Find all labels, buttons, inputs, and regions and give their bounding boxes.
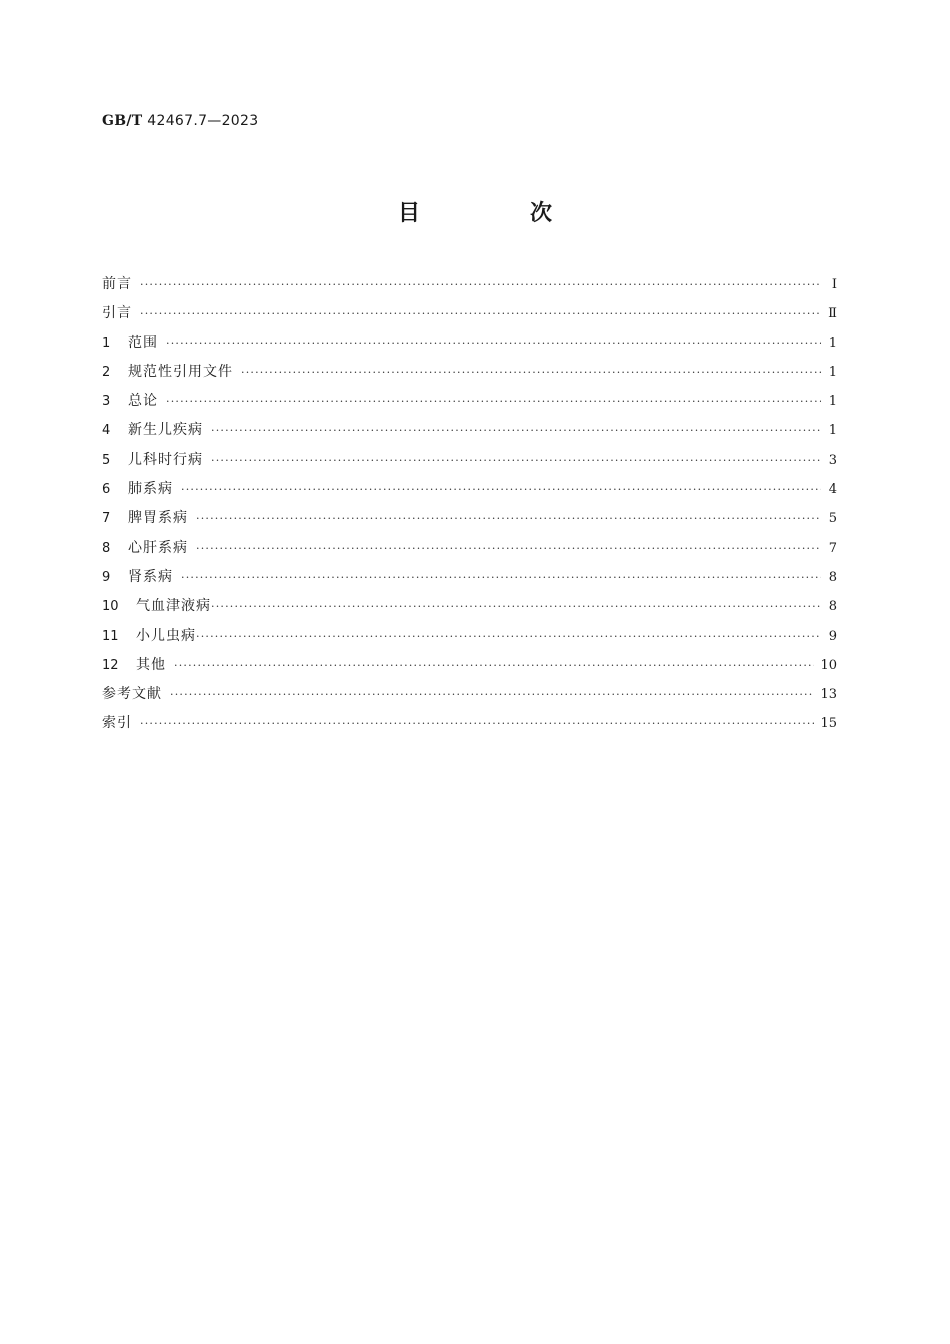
toc-entry-number: 4 <box>102 423 111 439</box>
toc-entry-1[interactable] <box>102 331 837 360</box>
toc-entry-8[interactable] <box>102 536 837 565</box>
toc-leader-dots <box>140 302 821 326</box>
toc-entry-10[interactable] <box>102 594 837 623</box>
toc-entry-label: 儿科时行病 <box>128 451 203 468</box>
toc-leader-dots <box>211 419 821 443</box>
toc-entry-page: 10 <box>820 657 837 673</box>
toc-entry-label: 前言 <box>102 276 132 292</box>
toc-entry-number: 12 <box>102 657 119 673</box>
toc-entry-3[interactable] <box>102 389 837 418</box>
toc-entry-number: 5 <box>102 452 111 468</box>
toc-entry-page: 3 <box>828 452 837 468</box>
toc-entry-page: 8 <box>828 599 837 615</box>
toc-entry-number: 11 <box>102 628 119 644</box>
toc-leader-dots <box>181 566 821 590</box>
toc-entry-page: 1 <box>828 423 837 439</box>
standard-code <box>102 113 258 129</box>
toc-entry-page: 5 <box>828 511 837 527</box>
toc-entry-label: 脾胃系病 <box>128 510 188 527</box>
toc-leader-dots <box>140 712 814 736</box>
toc-entry-label: 范围 <box>128 334 158 351</box>
toc-entry-label: 索引 <box>102 715 132 732</box>
toc-entry-page: 13 <box>820 687 837 703</box>
toc-entry-page: Ⅱ <box>828 306 837 322</box>
toc-leader-dots <box>181 478 821 502</box>
toc-leader-dots <box>174 654 814 678</box>
toc-entry-page: 9 <box>828 628 837 644</box>
toc-entry-9[interactable] <box>102 565 837 594</box>
standard-number: 42467.7—2023 <box>147 113 259 129</box>
toc-title: 目 次 <box>397 201 596 226</box>
toc-entry-page: 15 <box>820 716 837 732</box>
toc-leader-dots <box>166 332 821 356</box>
toc-entry-6[interactable] <box>102 477 837 506</box>
toc-entry-page: 1 <box>828 394 837 410</box>
toc-entry-11[interactable] <box>102 624 837 653</box>
toc-entry-7[interactable] <box>102 506 837 535</box>
toc-leader-dots <box>196 537 821 561</box>
toc-leader-dots <box>140 273 821 297</box>
toc-leader-dots <box>166 390 821 414</box>
toc-entry-number: 8 <box>102 540 111 556</box>
toc-entry-number: 3 <box>102 394 111 410</box>
standard-prefix: GB/T <box>102 113 143 129</box>
toc-entry-number: 6 <box>102 482 111 498</box>
toc-entry-page: Ⅰ <box>831 277 837 292</box>
toc-entry-number: 10 <box>102 599 119 615</box>
toc-entry-label: 引言 <box>102 305 132 322</box>
toc-entry-label: 心肝系病 <box>128 539 188 556</box>
toc-leader-dots <box>170 683 814 707</box>
toc-entry-12[interactable] <box>102 653 837 682</box>
toc-leader-dots <box>196 507 821 531</box>
toc-entry-introduction[interactable] <box>102 301 837 330</box>
toc-entry-number: 1 <box>102 335 111 351</box>
toc-leader-dots <box>211 595 821 619</box>
toc-entry-label: 总论 <box>128 393 158 410</box>
table-of-contents <box>102 272 837 741</box>
toc-entry-label: 肾系病 <box>128 568 173 585</box>
toc-entry-label: 规范性引用文件 <box>128 363 233 380</box>
toc-entry-5[interactable] <box>102 448 837 477</box>
toc-entry-label: 参考文献 <box>102 686 162 703</box>
toc-entry-page: 7 <box>828 540 837 556</box>
toc-entry-2[interactable] <box>102 360 837 389</box>
toc-entry-number: 7 <box>102 511 111 527</box>
toc-entry-4[interactable] <box>102 418 837 447</box>
toc-leader-dots <box>211 449 821 473</box>
toc-entry-label: 气血津液病 <box>136 598 211 615</box>
toc-entry-label: 肺系病 <box>128 481 173 498</box>
toc-entry-label: 其他 <box>136 656 166 673</box>
toc-entry-label: 小儿虫病 <box>136 627 196 644</box>
toc-entry-page: 8 <box>828 569 837 585</box>
toc-entry-index[interactable] <box>102 711 837 740</box>
toc-entry-page: 4 <box>828 482 837 498</box>
toc-leader-dots <box>196 625 821 649</box>
toc-entry-page: 1 <box>828 364 837 380</box>
toc-entry-foreword[interactable] <box>102 272 837 301</box>
toc-entry-references[interactable] <box>102 682 837 711</box>
toc-leader-dots <box>241 361 821 385</box>
toc-entry-page: 1 <box>828 335 837 351</box>
toc-entry-number: 9 <box>102 569 111 585</box>
toc-entry-number: 2 <box>102 364 111 380</box>
toc-entry-label: 新生儿疾病 <box>128 422 203 439</box>
